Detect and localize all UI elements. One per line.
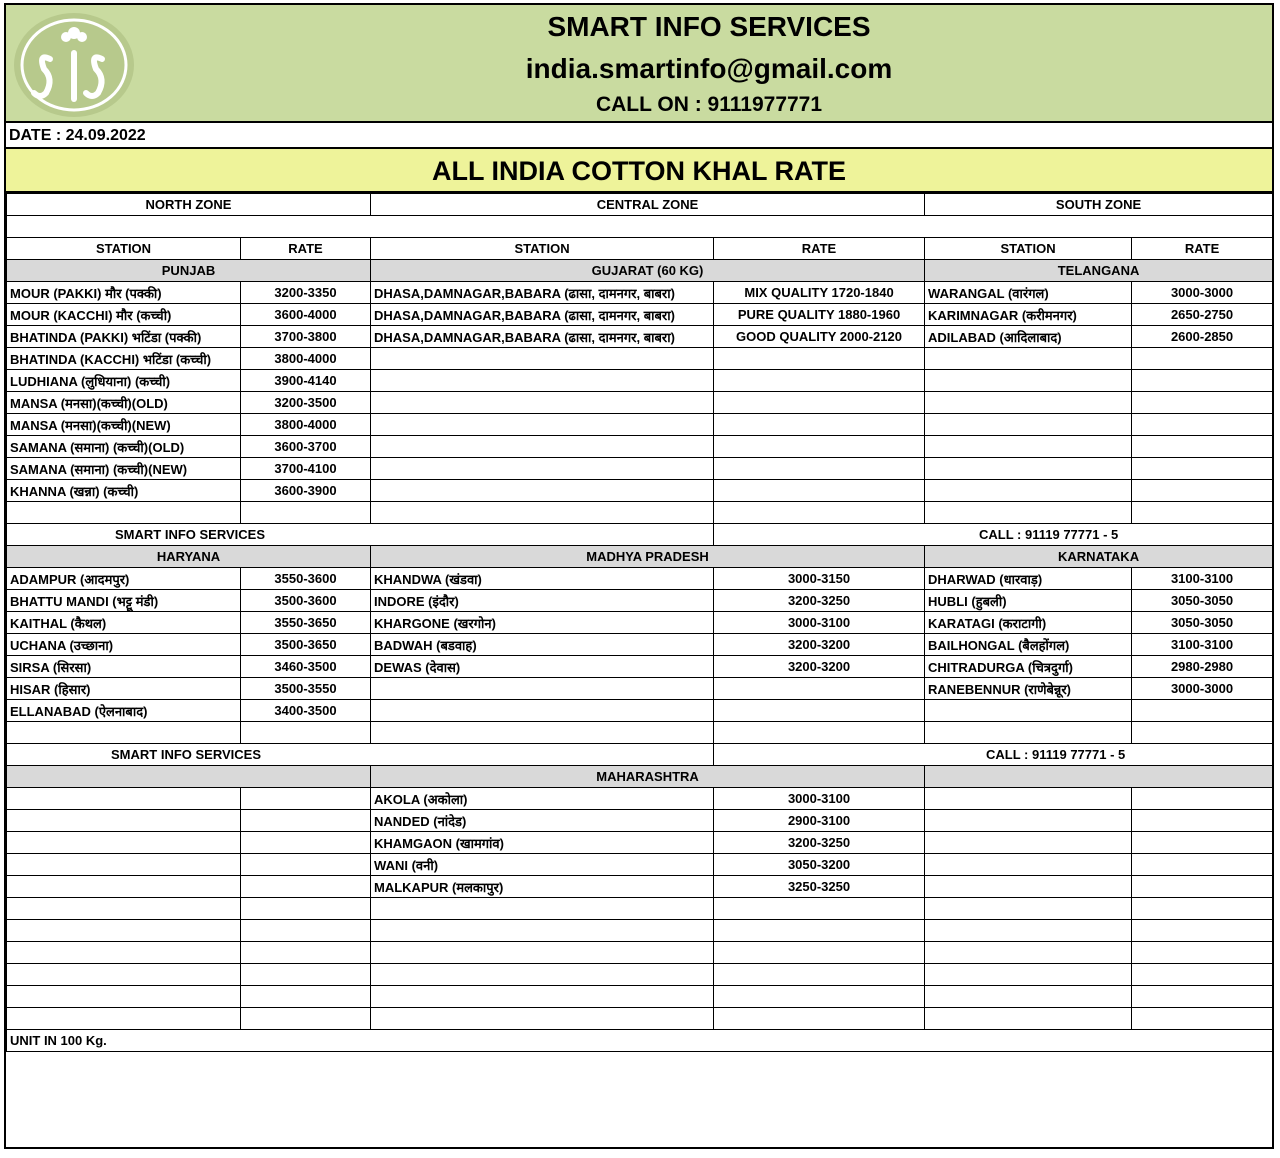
state-telangana: TELANGANA	[925, 260, 1273, 282]
station-cell	[925, 964, 1132, 986]
station-cell	[7, 898, 241, 920]
station-cell	[7, 722, 241, 744]
col-head-station: STATION	[925, 238, 1132, 260]
table-row	[7, 370, 1273, 392]
station-cell: KHARGONE (खरगोन)	[371, 612, 714, 634]
rate-cell: 3460-3500	[241, 656, 371, 678]
rate-cell	[714, 414, 925, 436]
station-cell: HISAR (हिसार)	[7, 678, 241, 700]
company-name: SMART INFO SERVICES	[547, 11, 871, 42]
station-cell	[371, 722, 714, 744]
station-cell: KAITHAL (कैथल)	[7, 612, 241, 634]
rate-cell	[241, 832, 371, 854]
report-date: DATE : 24.09.2022	[6, 121, 1272, 149]
station-cell: SAMANA (समाना) (कच्ची)(NEW)	[7, 458, 241, 480]
station-cell: LUDHIANA (लुधियाना) (कच्ची)	[7, 370, 241, 392]
rate-cell: 2650-2750	[1132, 304, 1273, 326]
rate-cell	[1132, 502, 1273, 524]
rate-cell	[241, 810, 371, 832]
station-cell: HUBLI (हुबली)	[925, 590, 1132, 612]
station-cell: BHATINDA (PAKKI) भटिंडा (पक्की)	[7, 326, 241, 348]
station-cell	[925, 986, 1132, 1008]
rate-cell: 2900-3100	[714, 810, 925, 832]
station-cell	[371, 1008, 714, 1030]
table-row	[7, 568, 1273, 590]
rate-cell: 3000-3000	[1132, 678, 1273, 700]
rate-cell	[714, 964, 925, 986]
rate-cell	[1132, 810, 1273, 832]
rate-cell	[1132, 480, 1273, 502]
station-cell	[925, 876, 1132, 898]
rate-cell: MIX QUALITY 1720-1840	[714, 282, 925, 304]
rate-cell	[714, 1008, 925, 1030]
zone-north: NORTH ZONE	[7, 194, 371, 216]
col-head-rate: RATE	[714, 238, 925, 260]
rate-cell	[241, 722, 371, 744]
table-row	[7, 722, 1273, 744]
station-cell	[371, 348, 714, 370]
station-cell: BAILHONGAL (बैलहोंगल)	[925, 634, 1132, 656]
station-cell: KARATAGI (कराटागी)	[925, 612, 1132, 634]
station-cell	[925, 414, 1132, 436]
footer-call: CALL : 91119 77771 - 5	[714, 744, 1273, 766]
table-row	[7, 480, 1273, 502]
rate-cell	[1132, 700, 1273, 722]
station-cell	[7, 810, 241, 832]
rate-cell	[714, 986, 925, 1008]
rate-cell: 3200-3500	[241, 392, 371, 414]
rate-cell: 3600-3700	[241, 436, 371, 458]
rate-cell: 3200-3200	[714, 656, 925, 678]
station-cell: KARIMNAGAR (करीमनगर)	[925, 304, 1132, 326]
rate-cell	[714, 898, 925, 920]
rate-cell	[241, 942, 371, 964]
rate-cell: 3400-3500	[241, 700, 371, 722]
rate-cell: 3800-4000	[241, 414, 371, 436]
table-row	[7, 634, 1273, 656]
footer-company: SMART INFO SERVICES	[7, 744, 714, 766]
station-cell	[371, 942, 714, 964]
rate-cell	[714, 942, 925, 964]
station-cell	[925, 832, 1132, 854]
station-cell	[925, 480, 1132, 502]
station-cell	[371, 392, 714, 414]
state-gujarat: GUJARAT (60 KG)	[371, 260, 925, 282]
rate-cell: 3200-3200	[714, 634, 925, 656]
station-cell	[7, 832, 241, 854]
table-row	[7, 920, 1273, 942]
rate-cell: 3200-3250	[714, 590, 925, 612]
rate-cell	[1132, 964, 1273, 986]
station-cell: WANI (वनी)	[371, 854, 714, 876]
table-row	[7, 876, 1273, 898]
rate-cell: 3700-3800	[241, 326, 371, 348]
station-cell: ADILABAD (आदिलाबाद)	[925, 326, 1132, 348]
rate-cell	[241, 854, 371, 876]
col-head-station: STATION	[7, 238, 241, 260]
rate-cell: 3100-3100	[1132, 568, 1273, 590]
rate-cell: 3900-4140	[241, 370, 371, 392]
rate-cell: 3000-3100	[714, 612, 925, 634]
company-logo	[10, 9, 138, 117]
table-row	[7, 788, 1273, 810]
station-cell	[7, 876, 241, 898]
rate-cell: 3100-3100	[1132, 634, 1273, 656]
rate-cell	[1132, 920, 1273, 942]
col-head-station: STATION	[371, 238, 714, 260]
station-cell	[925, 436, 1132, 458]
rate-cell: 3600-3900	[241, 480, 371, 502]
rate-cell: 3500-3650	[241, 634, 371, 656]
station-cell: KHAMGAON (खामगांव)	[371, 832, 714, 854]
page-title: ALL INDIA COTTON KHAL RATE	[6, 149, 1272, 193]
station-cell: BADWAH (बडवाह)	[371, 634, 714, 656]
station-cell	[371, 480, 714, 502]
rate-cell	[1132, 392, 1273, 414]
station-cell	[925, 348, 1132, 370]
header-banner	[6, 5, 1272, 123]
rate-cell: 3550-3650	[241, 612, 371, 634]
rate-cell	[714, 502, 925, 524]
table-row	[7, 1008, 1273, 1030]
rate-cell	[241, 920, 371, 942]
rate-cell: 3000-3100	[714, 788, 925, 810]
state-punjab: PUNJAB	[7, 260, 371, 282]
station-cell	[371, 678, 714, 700]
table-row	[7, 348, 1273, 370]
station-cell: INDORE (इंदौर)	[371, 590, 714, 612]
station-cell: NANDED (नांदेड)	[371, 810, 714, 832]
table-row	[7, 436, 1273, 458]
rate-sheet	[4, 3, 1274, 1149]
rate-cell	[241, 898, 371, 920]
rate-cell: 3250-3250	[714, 876, 925, 898]
station-cell: MOUR (PAKKI) मौर (पक्की)	[7, 282, 241, 304]
table-row	[7, 854, 1273, 876]
station-cell: SAMANA (समाना) (कच्ची)(OLD)	[7, 436, 241, 458]
rate-cell	[714, 480, 925, 502]
rate-cell: 3200-3350	[241, 282, 371, 304]
table-row	[7, 832, 1273, 854]
rate-cell: 3500-3550	[241, 678, 371, 700]
rate-cell	[714, 392, 925, 414]
rate-cell	[714, 678, 925, 700]
station-cell: DHASA,DAMNAGAR,BABARA (ढासा, दामनगर, बाबरा)	[371, 282, 714, 304]
table-row	[7, 700, 1273, 722]
station-cell	[925, 700, 1132, 722]
station-cell: AKOLA (अकोला)	[371, 788, 714, 810]
rate-cell	[1132, 986, 1273, 1008]
rate-cell	[1132, 854, 1273, 876]
table-row	[7, 810, 1273, 832]
table-row	[7, 590, 1273, 612]
station-cell	[925, 788, 1132, 810]
rate-cell: 3200-3250	[714, 832, 925, 854]
state-empty	[7, 766, 371, 788]
rate-cell	[1132, 458, 1273, 480]
rate-cell	[1132, 436, 1273, 458]
station-cell	[925, 722, 1132, 744]
station-cell	[7, 1008, 241, 1030]
state-maharashtra: MAHARASHTRA	[371, 766, 925, 788]
table-row	[7, 986, 1273, 1008]
rate-cell	[241, 986, 371, 1008]
rate-cell	[241, 502, 371, 524]
rate-cell	[714, 458, 925, 480]
rate-cell: 3800-4000	[241, 348, 371, 370]
station-cell: BHATINDA (KACCHI) भटिंडा (कच्ची)	[7, 348, 241, 370]
rate-cell	[1132, 348, 1273, 370]
station-cell	[7, 964, 241, 986]
table-row	[7, 964, 1273, 986]
station-cell	[371, 986, 714, 1008]
company-phone: CALL ON : 9111977771	[595, 93, 823, 116]
rate-cell: PURE QUALITY 1880-1960	[714, 304, 925, 326]
station-cell	[925, 810, 1132, 832]
station-cell	[371, 920, 714, 942]
station-cell	[925, 392, 1132, 414]
rate-cell: 3050-3050	[1132, 612, 1273, 634]
station-cell: MOUR (KACCHI) मौर (कच्ची)	[7, 304, 241, 326]
rate-cell	[1132, 370, 1273, 392]
rate-cell	[241, 1008, 371, 1030]
station-cell	[925, 1008, 1132, 1030]
rate-cell: GOOD QUALITY 2000-2120	[714, 326, 925, 348]
rate-cell: 3050-3200	[714, 854, 925, 876]
station-cell	[371, 964, 714, 986]
station-cell: MALKAPUR (मलकापुर)	[371, 876, 714, 898]
table-row	[7, 678, 1273, 700]
station-cell	[371, 436, 714, 458]
station-cell	[7, 986, 241, 1008]
table-row	[7, 898, 1273, 920]
table-row	[7, 304, 1273, 326]
station-cell	[371, 370, 714, 392]
table-row	[7, 282, 1273, 304]
rate-cell	[1132, 1008, 1273, 1030]
station-cell	[371, 700, 714, 722]
spacer-row	[7, 216, 1273, 238]
rate-cell	[1132, 414, 1273, 436]
station-cell: MANSA (मनसा)(कच्ची)(NEW)	[7, 414, 241, 436]
state-empty	[925, 766, 1273, 788]
station-cell	[925, 942, 1132, 964]
rate-cell: 3600-4000	[241, 304, 371, 326]
rate-cell: 3050-3050	[1132, 590, 1273, 612]
station-cell	[925, 920, 1132, 942]
rate-cell	[714, 920, 925, 942]
rate-cell: 3000-3000	[1132, 282, 1273, 304]
col-head-rate: RATE	[241, 238, 371, 260]
station-cell	[925, 502, 1132, 524]
rate-cell	[241, 876, 371, 898]
table-row	[7, 414, 1273, 436]
station-cell	[7, 788, 241, 810]
station-cell: BHATTU MANDI (भट्टू मंडी)	[7, 590, 241, 612]
station-cell	[371, 414, 714, 436]
zone-south: SOUTH ZONE	[925, 194, 1273, 216]
station-cell	[371, 458, 714, 480]
station-cell: ELLANABAD (ऐलनाबाद)	[7, 700, 241, 722]
rate-cell	[714, 700, 925, 722]
rate-cell	[714, 348, 925, 370]
rate-cell	[714, 436, 925, 458]
rate-cell	[1132, 722, 1273, 744]
rate-cell	[241, 788, 371, 810]
table-row	[7, 656, 1273, 678]
rate-cell: 2600-2850	[1132, 326, 1273, 348]
station-cell	[7, 942, 241, 964]
col-head-rate: RATE	[1132, 238, 1273, 260]
station-cell: SIRSA (सिरसा)	[7, 656, 241, 678]
table-row	[7, 458, 1273, 480]
rate-cell	[1132, 832, 1273, 854]
state-madhya-pradesh: MADHYA PRADESH	[371, 546, 925, 568]
station-cell: DHARWAD (धारवाड़)	[925, 568, 1132, 590]
rate-cell: 3500-3600	[241, 590, 371, 612]
station-cell	[7, 854, 241, 876]
state-karnataka: KARNATAKA	[925, 546, 1273, 568]
rate-table	[6, 193, 1273, 1052]
rate-cell: 3550-3600	[241, 568, 371, 590]
rate-cell	[241, 964, 371, 986]
zone-central: CENTRAL ZONE	[371, 194, 925, 216]
rate-cell	[1132, 876, 1273, 898]
rate-cell	[1132, 942, 1273, 964]
table-row	[7, 326, 1273, 348]
station-cell	[925, 898, 1132, 920]
table-row	[7, 612, 1273, 634]
footer-company: SMART INFO SERVICES	[7, 524, 714, 546]
station-cell	[925, 854, 1132, 876]
company-email: india.smartinfo@gmail.com	[525, 53, 893, 84]
table-row	[7, 942, 1273, 964]
station-cell: KHANNA (खन्ना) (कच्ची)	[7, 480, 241, 502]
station-cell: ADAMPUR (आदमपुर)	[7, 568, 241, 590]
station-cell: RANEBENNUR (राणेबेन्नूर)	[925, 678, 1132, 700]
station-cell	[7, 502, 241, 524]
rate-cell: 2980-2980	[1132, 656, 1273, 678]
table-row	[7, 502, 1273, 524]
station-cell	[925, 370, 1132, 392]
station-cell: KHANDWA (खंडवा)	[371, 568, 714, 590]
station-cell	[7, 920, 241, 942]
table-row	[7, 392, 1273, 414]
rate-cell	[1132, 898, 1273, 920]
station-cell: WARANGAL (वारंगल)	[925, 282, 1132, 304]
rate-cell: 3700-4100	[241, 458, 371, 480]
station-cell: DEWAS (देवास)	[371, 656, 714, 678]
state-haryana: HARYANA	[7, 546, 371, 568]
station-cell	[371, 502, 714, 524]
rate-cell	[714, 370, 925, 392]
rate-cell	[1132, 788, 1273, 810]
rate-cell: 3000-3150	[714, 568, 925, 590]
station-cell: UCHANA (उच्छाना)	[7, 634, 241, 656]
station-cell	[925, 458, 1132, 480]
station-cell: CHITRADURGA (चित्रदुर्गा)	[925, 656, 1132, 678]
rate-cell	[714, 722, 925, 744]
unit-note: UNIT IN 100 Kg.	[7, 1030, 1273, 1052]
station-cell: MANSA (मनसा)(कच्ची)(OLD)	[7, 392, 241, 414]
station-cell	[371, 898, 714, 920]
footer-call: CALL : 91119 77771 - 5	[714, 524, 1273, 546]
station-cell: DHASA,DAMNAGAR,BABARA (ढासा, दामनगर, बाबरा)	[371, 304, 714, 326]
station-cell: DHASA,DAMNAGAR,BABARA (ढासा, दामनगर, बाबरा)	[371, 326, 714, 348]
